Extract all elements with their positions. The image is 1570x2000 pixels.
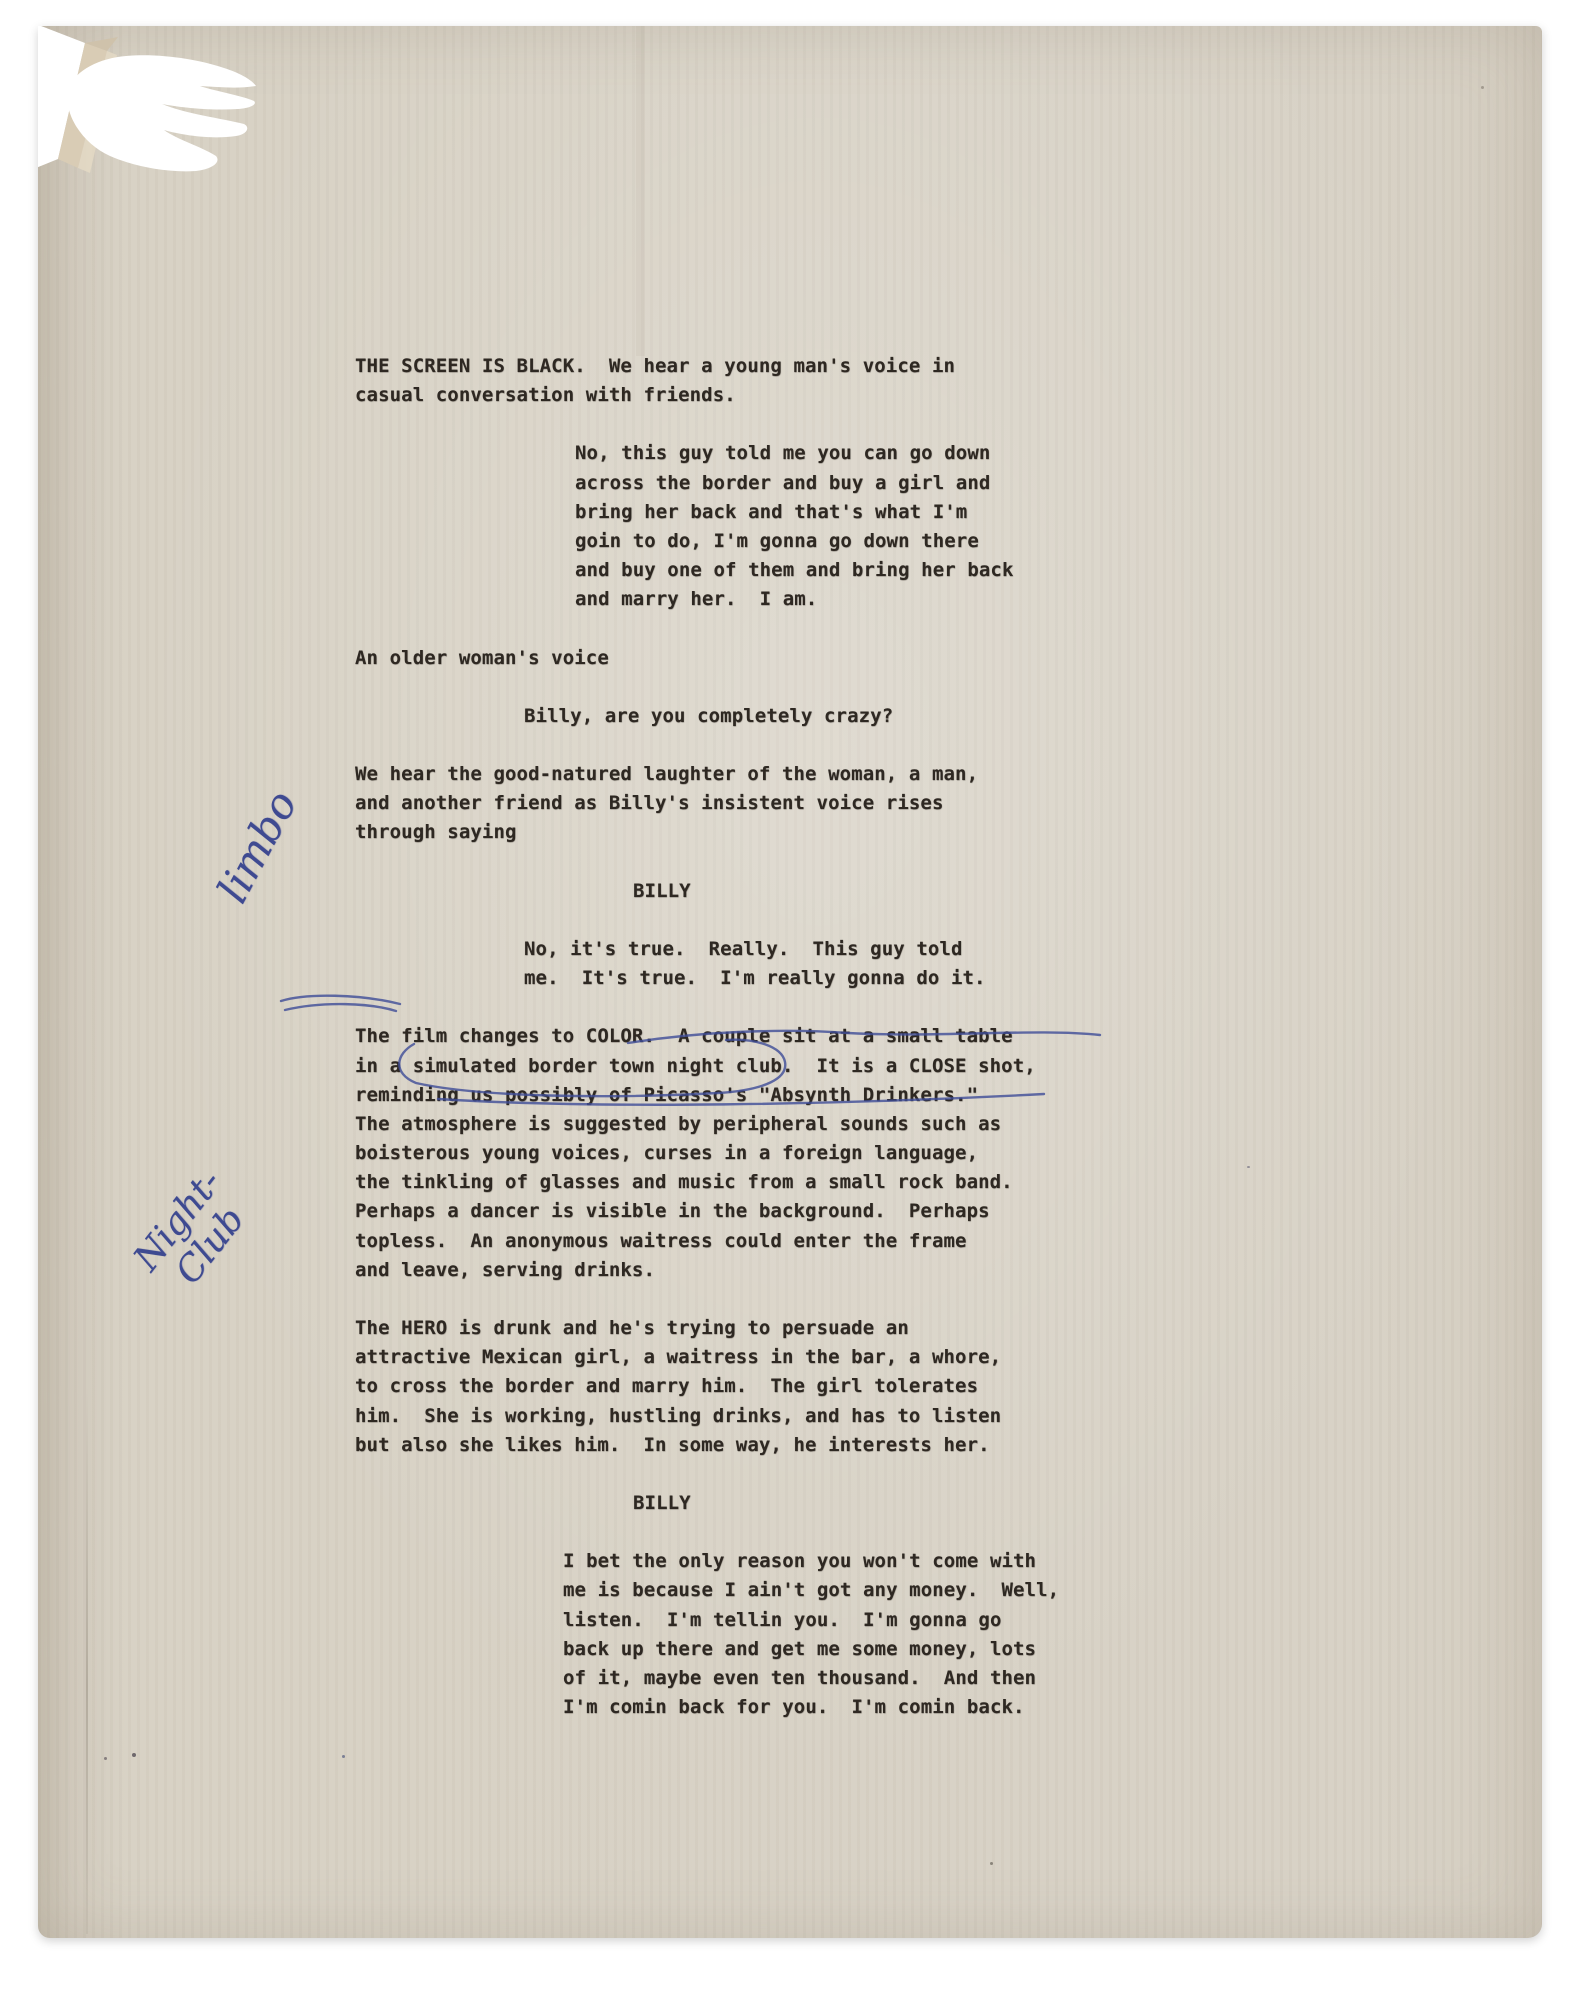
script-line: An older woman's voice	[355, 646, 609, 669]
script-line: I'm comin back for you. I'm comin back.	[563, 1696, 1025, 1719]
handwritten-note-nightclub: Night-Club	[126, 1162, 253, 1292]
paper-speck	[1481, 86, 1484, 89]
script-line: the tinkling of glasses and music from a small rock band.	[355, 1171, 1013, 1194]
script-line: BILLY	[633, 1491, 691, 1514]
character-heading	[633, 877, 1475, 906]
paper-crease	[86, 1386, 88, 1934]
script-line: back up there and get me some money, lots	[563, 1637, 1037, 1660]
dialogue-block	[575, 439, 1475, 614]
dialogue-block	[524, 935, 1475, 993]
paper-speck	[990, 1862, 993, 1865]
script-line: Billy, are you completely crazy?	[524, 704, 894, 727]
script-line: No, it's true. Really. This guy told	[524, 938, 963, 961]
dialogue-block	[524, 702, 1475, 731]
character-heading	[633, 1489, 1475, 1518]
script-page	[38, 26, 1542, 1938]
script-line: through saying	[355, 821, 517, 844]
script-line: casual conversation with friends.	[355, 384, 736, 407]
script-line: BILLY	[633, 879, 691, 902]
paper-speck	[1247, 1166, 1250, 1168]
script-line: We hear the good-natured laughter of the woman, a man,	[355, 763, 979, 786]
script-line: THE SCREEN IS BLACK. We hear a young man's voice in	[355, 355, 956, 377]
script-line: me. It's true. I'm really gonna do it.	[524, 967, 986, 990]
script-line: The film changes to COLOR. A couple sit at a small table	[355, 1025, 1013, 1048]
action-block	[355, 760, 1475, 847]
script-line: listen. I'm tellin you. I'm gonna go	[563, 1608, 1002, 1631]
action-block	[355, 1314, 1475, 1460]
script-line: and marry her. I am.	[575, 588, 818, 611]
script-line: and another friend as Billy's insistent voice rises	[355, 792, 944, 815]
script-line: topless. An anonymous waitress could enter the frame	[355, 1229, 967, 1252]
paper-streak	[636, 26, 645, 356]
script-line: but also she likes him. In some way, he interests her.	[355, 1433, 990, 1456]
action-block	[355, 352, 1475, 410]
script-line: boisterous young voices, curses in a foreign language,	[355, 1142, 979, 1165]
script-line: goin to do, I'm gonna go down there	[575, 529, 979, 552]
script-line: reminding us possibly of Picasso's "Absynth Drinkers."	[355, 1083, 979, 1106]
script-line: The atmosphere is suggested by peripheral sounds such as	[355, 1112, 1002, 1135]
script-line: and leave, serving drinks.	[355, 1258, 656, 1281]
script-line: bring her back and that's what I'm	[575, 500, 968, 523]
script-line: The HERO is drunk and he's trying to persuade an	[355, 1317, 909, 1340]
handwritten-note-limbo: limbo	[207, 782, 307, 911]
script-line: me is because I ain't got any money. Well,	[563, 1579, 1060, 1602]
script-line: and buy one of them and bring her back	[575, 559, 1014, 582]
paper-speck	[104, 1757, 107, 1760]
action-block	[355, 1022, 1475, 1284]
script-line: to cross the border and marry him. The girl tolerates	[355, 1375, 979, 1398]
script-line: in a simulated border town night club. It is a CLOSE shot,	[355, 1054, 1036, 1077]
script-line: I bet the only reason you won't come with	[563, 1550, 1037, 1573]
script-line: Perhaps a dancer is visible in the background. Perhaps	[355, 1200, 990, 1223]
script-line: him. She is working, hustling drinks, and has to listen	[355, 1404, 1002, 1427]
script-line: No, this guy told me you can go down	[575, 442, 991, 465]
paper-speck	[342, 1755, 345, 1758]
script-line: of it, maybe even ten thousand. And then	[563, 1666, 1037, 1689]
torn-corner-damage	[38, 26, 338, 226]
script-line: attractive Mexican girl, a waitress in the bar, a whore,	[355, 1346, 1002, 1369]
script-text	[355, 352, 1475, 1751]
script-line: across the border and buy a girl and	[575, 471, 991, 494]
action-block	[355, 644, 1475, 673]
dialogue-block	[563, 1547, 1475, 1722]
paper-speck	[132, 1753, 136, 1757]
